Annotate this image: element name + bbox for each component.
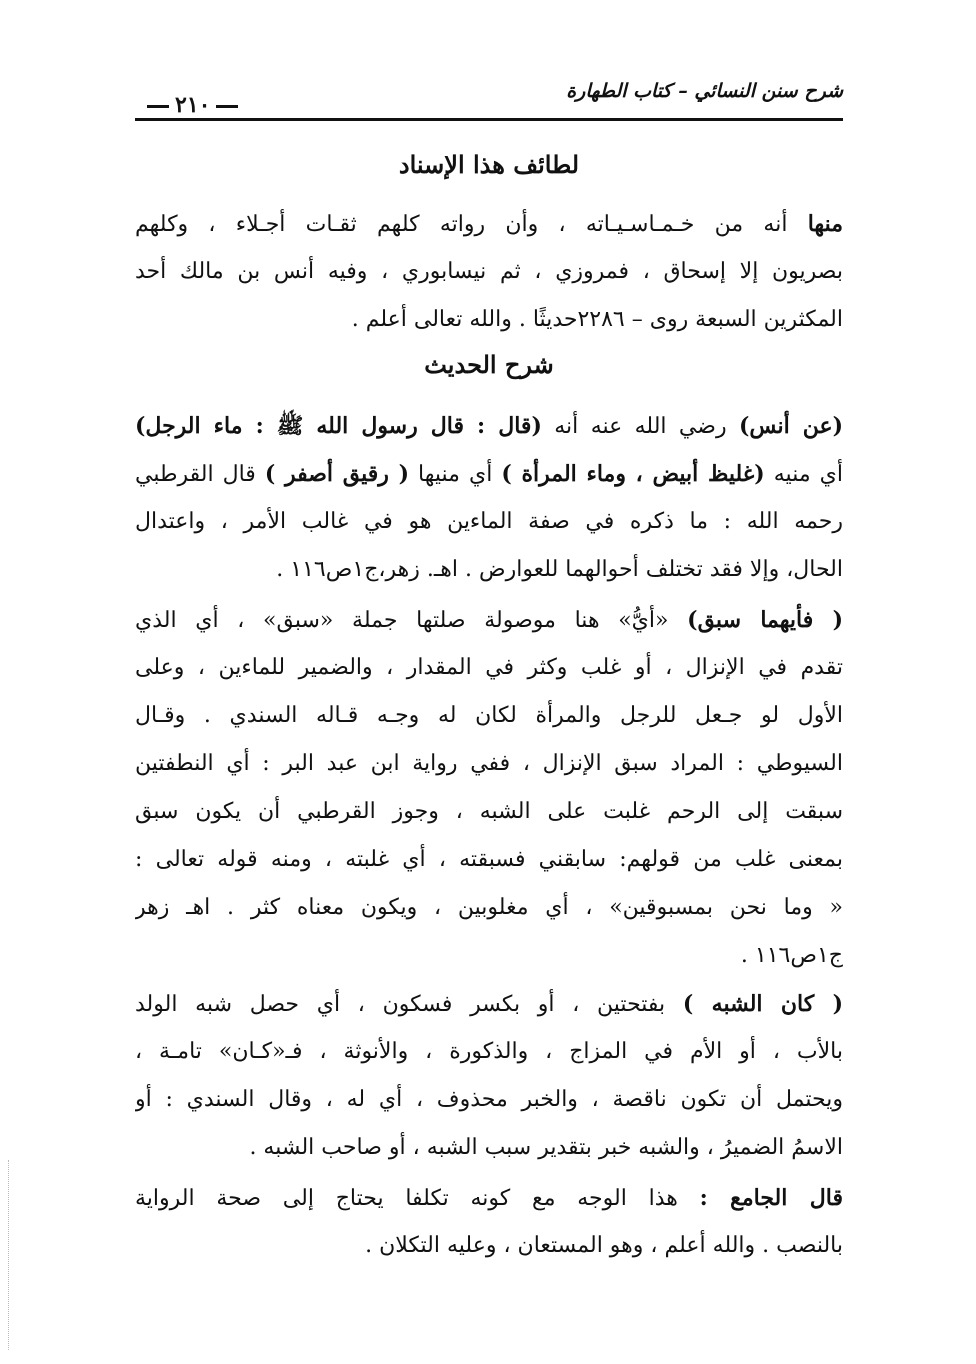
para1-line-2 — [135, 454, 843, 494]
para3-line-3: ويحتمل أن تكون ناقصة ، والخبر محذوف ، أي له ، وقال السندي : أو — [135, 1087, 843, 1112]
para2-line-3: الأول لو جـعل للرجل والمرأة لكان له وجـه قـاله السندي . وقـال — [135, 703, 843, 728]
para2-line-8: ج١ص١١٦ . — [740, 943, 843, 968]
para3-text-1: بفتحتين ، أو بكسر فسكون ، أي حصل شبه الولد — [135, 992, 666, 1017]
isnad-heading: لطائف هذا الإسناد — [398, 150, 580, 179]
para1-bold-1: (عن أنس) — [738, 413, 843, 439]
para4-text-1: هذا الوجه مع كونه تكلفا يحتاج إلى صحة الرواية — [135, 1186, 678, 1211]
para1-text-2: أي منيه — [773, 462, 843, 487]
header-rule — [135, 118, 843, 121]
running-header — [135, 78, 843, 120]
para2-line-2: تقدم في الإنزال ، أو غلب وكثر في المقدار ، والضمير للماءين ، وعلى — [135, 655, 843, 680]
para2-line-7: « وما نحن بمسبوقين» ، أي مغلوبين ، ويكون معناه كثر . اهـ زهر — [135, 895, 843, 920]
para3-line-1 — [135, 984, 843, 1024]
para4-line-1 — [135, 1178, 843, 1218]
scan-margin-mark — [8, 1160, 11, 1350]
para3-line-2: بالأب ، أو الأم في المزاج ، والذكورة ، والأنوثة ، فـ«كـان» تامـة ، — [135, 1039, 843, 1064]
para1-bold-3: (غليظ أبيض ، وماء المرأة ) — [501, 461, 765, 487]
para1-text-4: قال القرطبي — [135, 462, 256, 487]
isnad-line-1-text: أنه من خـمـاسـيـاته ، وأن رواته كلهم ثقـات أجـلاء ، وكلهم — [135, 212, 788, 237]
para1-bold-2: (قال : قال رسول الله ﷺ : ماء الرجل) — [135, 413, 542, 439]
para3-bold-1: ( كان الشبه ) — [682, 991, 843, 1017]
isnad-line-1 — [135, 204, 843, 244]
para1-text-1: رضي الله عنه أنه — [554, 414, 727, 439]
para2-line-4: السيوطي : المراد سبق الإنزال ، ففي رواية ابن عبد البر : أي النطفتين — [135, 751, 843, 776]
para1-bold-4: ( رقيق أصفر ) — [264, 461, 409, 487]
para2-bold-1: ( فأيهما سبق) — [687, 607, 843, 633]
running-title: شرح سنن النسائي – كتاب الطهارة — [566, 80, 843, 102]
para2-line-1 — [135, 600, 843, 640]
page-number: ٢١٠ — [135, 92, 250, 118]
para1-line-4: الحال، وإلا فقد تختلف أحوالهما للعوارض . اهـ. زهر،ج١ص١١٦ . — [276, 557, 843, 582]
para2-text-1: «أيُّ» هنا موصولة صلتها جملة «سبق» ، أي الذي — [135, 608, 669, 633]
para1-line-1 — [135, 406, 843, 446]
para1-text-3: أي منيها — [418, 462, 493, 487]
para2-line-5: سبقت إلى الرحم غلبت على الشبه ، وجوز القرطبي أن يكون سبق — [135, 799, 843, 824]
isnad-lead: منها — [807, 211, 843, 237]
para2-line-6: بمعنى غلب من قولهم: سابقني فسبقته ، أي غلبته ، ومنه قوله تعالى : — [135, 847, 843, 872]
para1-line-3: رحمه الله : ما ذكره في صفة الماءين هو في غالب الأمر ، واعتدال — [135, 509, 843, 534]
hadith-heading: شرح الحديث — [424, 350, 554, 379]
para4-bold-1: قال الجامع : — [699, 1185, 843, 1211]
para4-line-2: بالنصب . والله أعلم ، وهو المستعان ، وعليه التكلان . — [365, 1233, 843, 1258]
isnad-line-2: بصريون إلا إسحاق ، فمروزي ، ثم نيسابوري ، وفيه أنس بن مالك أحد — [135, 259, 843, 284]
para3-line-4: الاسمُ الضميرُ ، والشبه خبر بتقدير سبب الشبه ، أو صاحب الشبه . — [249, 1135, 843, 1160]
isnad-line-3: المكثرين السبعة روى – ٢٢٨٦حديثًا . والله تعالى أعلم . — [351, 307, 843, 332]
